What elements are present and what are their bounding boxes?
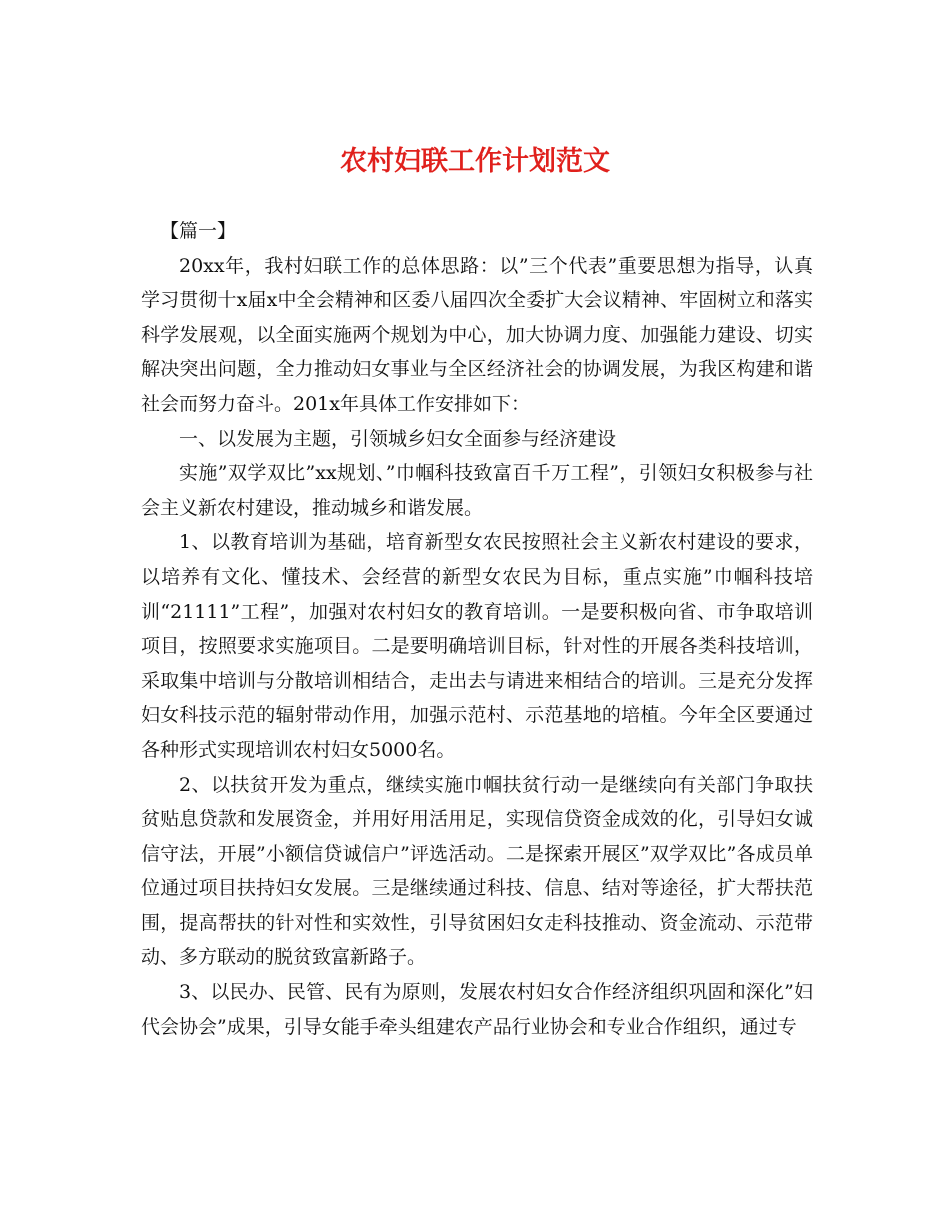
document-title: 农村妇联工作计划范文 <box>340 146 610 177</box>
paragraph-overview: 20xx年，我村妇联工作的总体思路：以”三个代表”重要思想为指导，认真学习贯彻十x届x中全会精神和区委八届四次全委扩大会议精神、牢固树立和落实科学发展观，以全面实施两个规划为中心，加大协调力度、加强能力建设、切实解决突出问题，全力推动妇女事业与全区经济社会的协调发展，为我区构建和谐社会而努力奋斗。201x年具体工作安排如下： <box>141 254 813 415</box>
paragraph-item-3: 3、以民办、民管、民有为原则，发展农村妇女合作经济组织巩固和深化”妇代会协会”成果，引导女能手牵头组建农产品行业协会和专业合作组织，通过专 <box>141 981 813 1038</box>
document-body <box>141 214 813 1044</box>
paragraph-item-1: 1、以教育培训为基础，培育新型女农民按照社会主义新农村建设的要求，以培养有文化、懂技术、会经营的新型女农民为目标，重点实施”巾帼科技培训“21111”工程”，加强对农村妇女的教育培训。一是要积极向省、市争取培训项目，按照要求实施项目。二是要明确培训目标，针对性的开展各类科技培训，采取集中培训与分散培训相结合，走出去与请进来相结合的培训。三是充分发挥妇女科技示范的辐射带动作用，加强示范村、示范基地的培植。今年全区要通过各种形式实现培训农村妇女5000名。 <box>141 531 813 761</box>
paragraph-item-2: 2、以扶贫开发为重点，继续实施巾帼扶贫行动一是继续向有关部门争取扶贫贴息贷款和发展资金，并用好用活用足，实现信贷资金成效的化，引导妇女诚信守法，开展”小额信贷诚信户”评选活动。二是探索开展区”双学双比”各成员单位通过项目扶持妇女发展。三是继续通过科技、信息、结对等途径，扩大帮扶范围，提高帮扶的针对性和实效性，引导贫困妇女走科技推动、资金流动、示范带动、多方联动的脱贫致富新路子。 <box>141 773 813 969</box>
paragraph-heading-one: 一、以发展为主题，引领城乡妇女全面参与经济建设 <box>179 427 617 450</box>
paragraph-implementation: 实施”双学双比”xx规划、”巾帼科技致富百千万工程”，引领妇女积极参与社会主义新农村建设，推动城乡和谐发展。 <box>141 462 813 519</box>
section-heading-part-one: 【篇一】 <box>160 220 237 242</box>
